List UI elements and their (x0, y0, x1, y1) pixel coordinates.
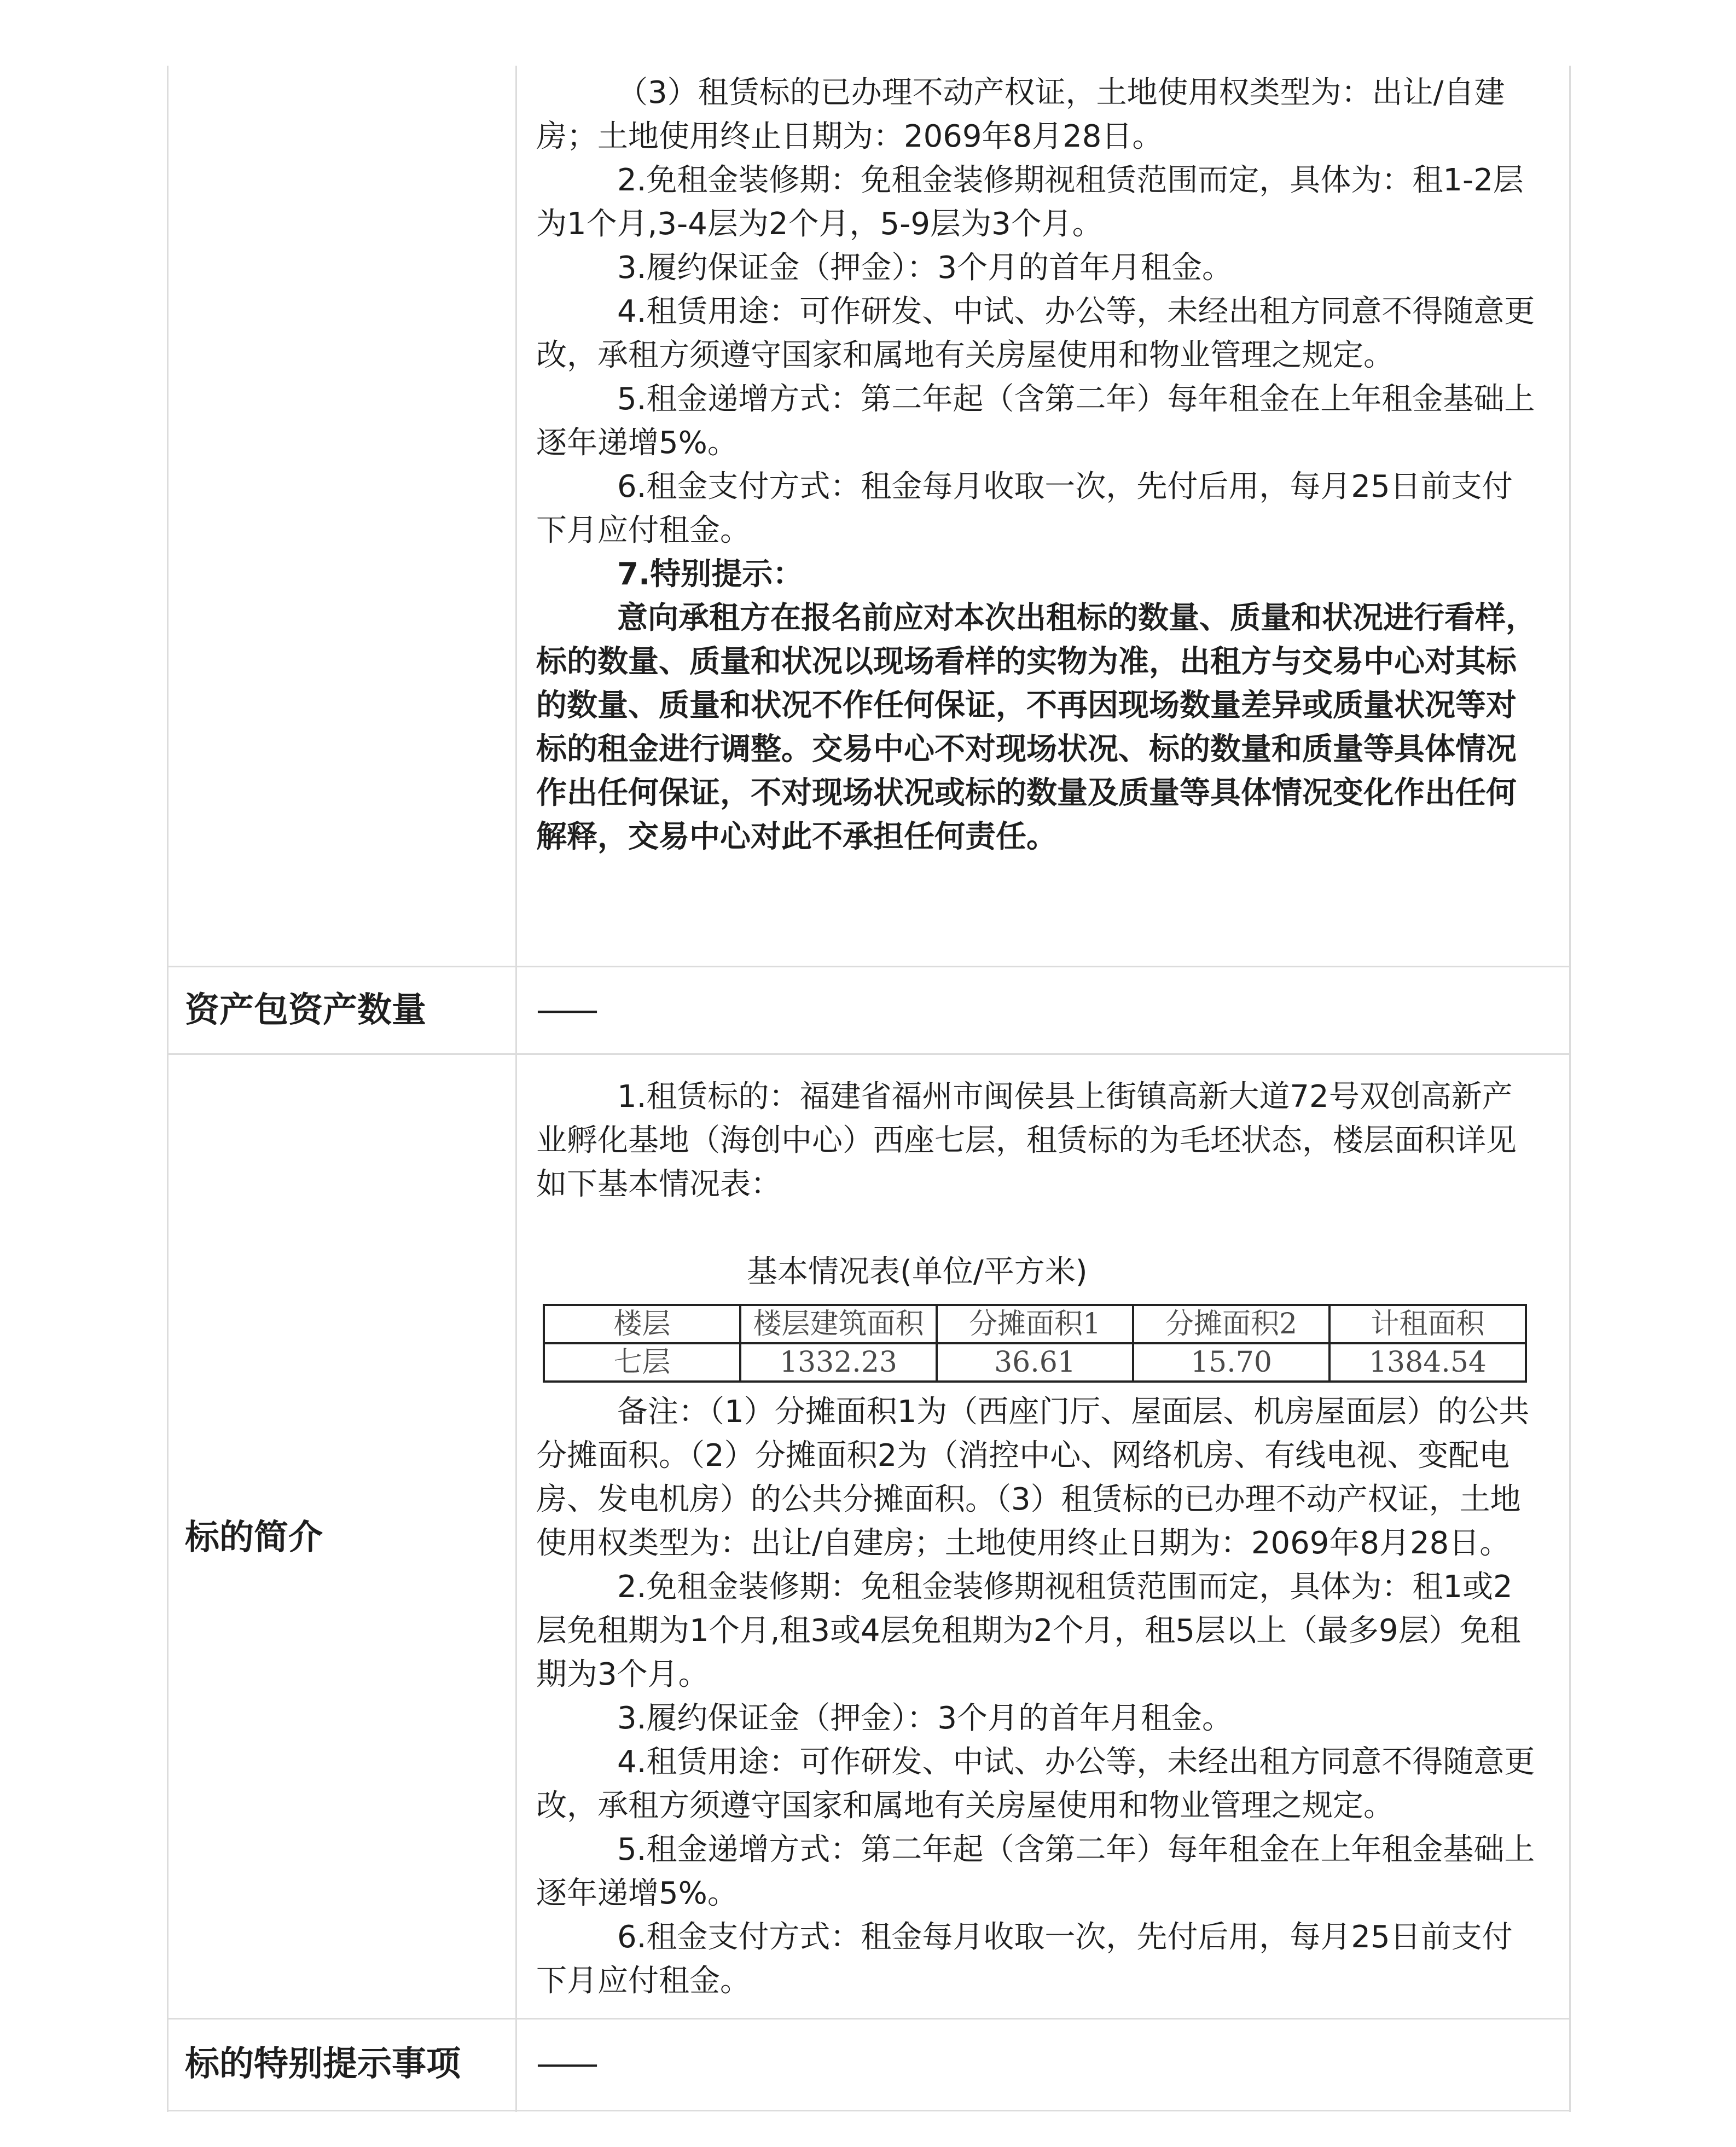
paragraph: 1.租赁标的：福建省福州市闽侯县上街镇高新大道72号双创高新产业孵化基地（海创中心）西座七层，租赁标的为毛坯状态，楼层面积详见如下基本情况表： (536, 1079, 1517, 1202)
special-title: 7.特别提示： (617, 556, 804, 592)
special-text: 意向承租方在报名前应对本次出租标的数量、质量和状况进行看样，标的数量、质量和状况以现场看样的实物为准，出租方与交易中心对其标的数量、质量和状况不作任何保证，不再因现场数量差异或质量状况等对标的租金进行调整。交易中心不对现场状况、标的数量和质量等具体情况作出任何保证，不对现场状况或标的数量及质量等具体情况变化作出任何解释，交易中心对此不承担任何责任。 (536, 600, 1536, 855)
table-header-cell: 楼层 (544, 1305, 740, 1343)
special-notice-label: 标的特别提示事项 (185, 2044, 461, 2084)
asset-count-label: 资产包资产数量 (185, 990, 426, 1030)
table-cell: 1384.54 (1329, 1343, 1526, 1382)
paragraph: 6.租金支付方式：租金每月收取一次，先付后用，每月25日前支付下月应付租金。 (536, 1919, 1513, 1999)
paragraph: （3）租赁标的已办理不动产权证，土地使用权类型为：出让/自建房；土地使用终止日期为：2069年8月28日。 (536, 75, 1505, 154)
table-cell: 36.61 (937, 1343, 1133, 1382)
table-header-cell: 计租面积 (1329, 1305, 1526, 1343)
basic-info-table (543, 1304, 1527, 1383)
table-caption: 基本情况表(单位/平方米) (747, 1254, 1088, 1290)
intro-label: 标的简介 (185, 1517, 323, 1557)
asset-count-value: —— (536, 991, 595, 1029)
row-divider-3 (167, 2018, 1571, 2020)
paragraph: 2.免租金装修期：免租金装修期视租赁范围而定，具体为：租1或2层免租期为1个月,租3或4层免租期为2个月，租5层以上（最多9层）免租期为3个月。 (536, 1569, 1521, 1692)
top-cell-content (536, 71, 1543, 859)
table-cell: 15.70 (1133, 1343, 1329, 1382)
paragraph: 3.履约保证金（押金）：3个月的首年月租金。 (617, 250, 1233, 286)
special-notice-value: —— (536, 2045, 595, 2083)
table-cell: 七层 (544, 1343, 740, 1382)
table-right-border (1569, 66, 1571, 2112)
paragraph: 6.租金支付方式：租金每月收取一次，先付后用，每月25日前支付下月应付租金。 (536, 469, 1513, 548)
paragraph: 4.租赁用途：可作研发、中试、办公等，未经出租方同意不得随意更改，承租方须遵守国家和属地有关房屋使用和物业管理之规定。 (536, 1744, 1535, 1824)
table-row (544, 1343, 1526, 1382)
paragraph: 5.租金递增方式：第二年起（含第二年）每年租金在上年租金基础上逐年递增5%。 (536, 1832, 1535, 1911)
paragraph: 5.租金递增方式：第二年起（含第二年）每年租金在上年租金基础上逐年递增5%。 (536, 381, 1535, 461)
table-column-divider (515, 66, 517, 2112)
paragraph: 2.免租金装修期：免租金装修期视租赁范围而定，具体为：租1-2层为1个月,3-4层为2个月，5-9层为3个月。 (536, 163, 1524, 242)
table-header-row (544, 1305, 1526, 1343)
paragraph: 3.履约保证金（押金）：3个月的首年月租金。 (617, 1701, 1233, 1736)
spacer (536, 1206, 1543, 1250)
table-cell: 1332.23 (740, 1343, 937, 1382)
table-header-cell: 楼层建筑面积 (740, 1305, 937, 1343)
row-divider-2 (167, 1053, 1571, 1055)
row-divider-1 (167, 966, 1571, 967)
table-header-cell: 分摊面积2 (1133, 1305, 1329, 1343)
table-left-border (167, 66, 169, 2112)
paragraph: 4.租赁用途：可作研发、中试、办公等，未经出租方同意不得随意更改，承租方须遵守国家和属地有关房屋使用和物业管理之规定。 (536, 294, 1535, 373)
paragraph: 备注：（1）分摊面积1为（西座门厅、屋面层、机房屋面层）的公共分摊面积。（2）分摊面积2为（消控中心、网络机房、有线电视、变配电房、发电机房）的公共分摊面积。（3）租赁标的已办理不动产权证，土地使用权类型为：出让/自建房；土地使用终止日期为：2069年8月28日。 (536, 1394, 1530, 1561)
intro-content (536, 1075, 1543, 2003)
table-bottom-border (167, 2110, 1571, 2111)
table-header-cell: 分摊面积1 (937, 1305, 1133, 1343)
